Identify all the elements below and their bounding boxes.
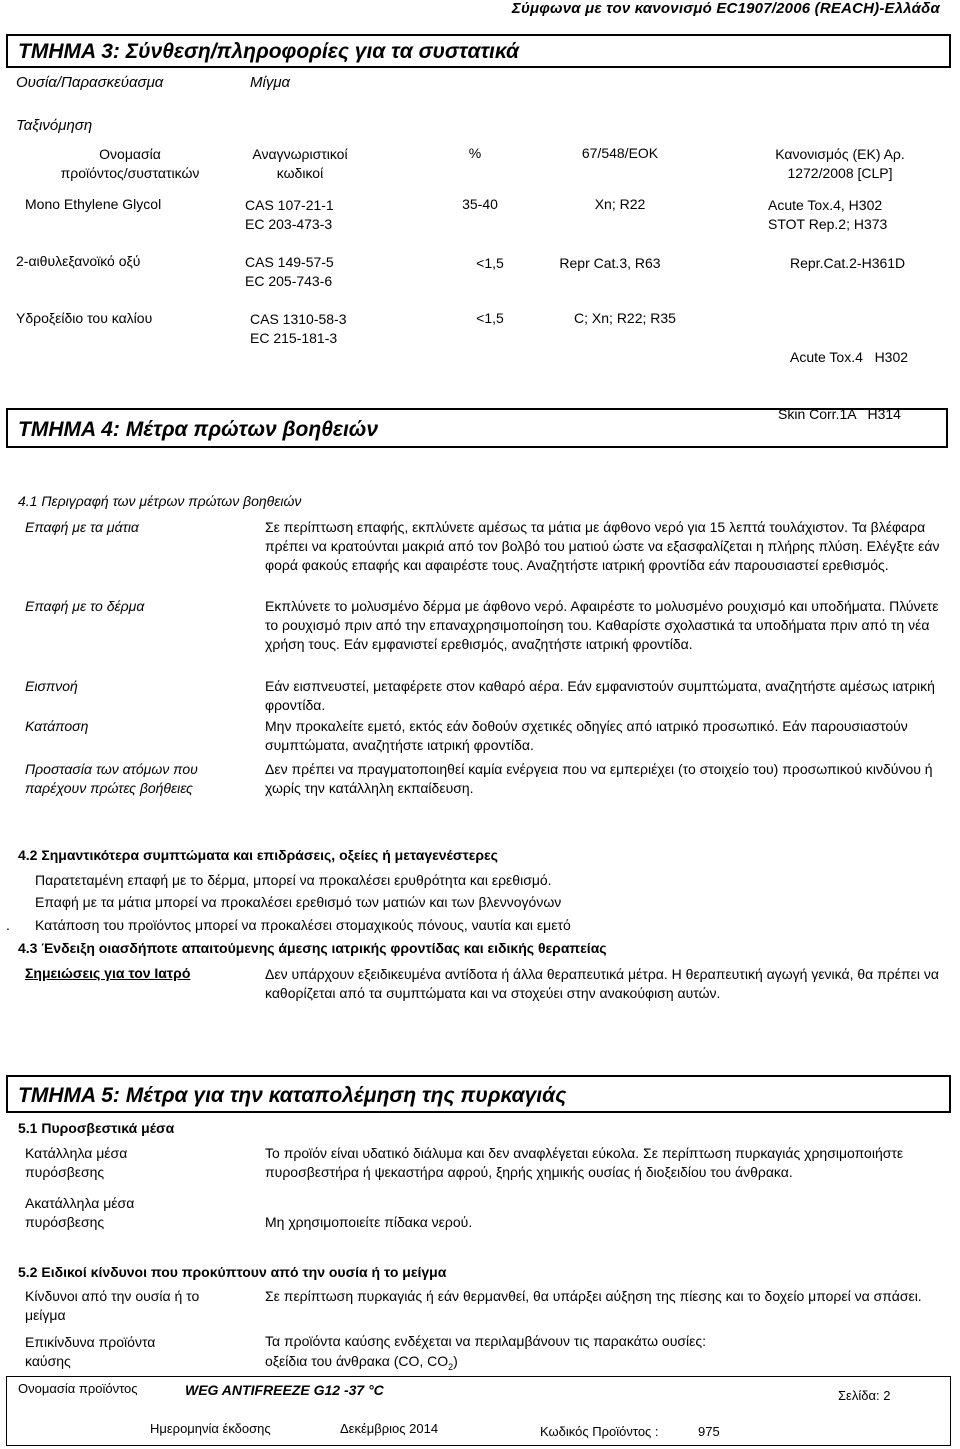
stray-dot: . (6, 917, 10, 933)
row-3-name: Υδροξείδιο του καλίου (16, 310, 153, 326)
ingestion-label: Κατάποση (25, 718, 89, 734)
section-5-2-title: 5.2 Ειδικοί κίνδυνοι που προκύπτουν από την ουσία ή το μείγμα (18, 1264, 447, 1280)
symptom-1: Παρατεταμένη επαφή με το δέρμα, μπορεί να προκαλέσει ερυθρότητα και ερεθισμό. (35, 872, 552, 888)
row-2-ec: EC 205-743-6 (245, 273, 333, 289)
row-3-eec: C; Xn; R22; R35 (574, 310, 676, 326)
substance-value: Μίγμα (250, 74, 291, 91)
row-1-cas: CAS 107-21-1 (245, 197, 334, 213)
col-header-clp-line2: 1272/2008 [CLP] (787, 165, 893, 181)
combustion-subscript: 2 (448, 1361, 454, 1372)
col-header-name-line1: Ονομασία (99, 146, 161, 162)
col-header-name-line2: προϊόντος/συστατικών (60, 165, 200, 181)
row-3-ec: EC 215-181-3 (250, 330, 338, 346)
section-3-title: ΤΜΗΜΑ 3: Σύνθεση/πληροφορίες για τα συστατικά (18, 40, 519, 63)
section-5-title: ΤΜΗΜΑ 5: Μέτρα για την καταπολέμηση της πυρκαγιάς (18, 1084, 567, 1107)
unsuitable-media-text: Μη χρησιμοποιείτε πίδακα νερού. (265, 1214, 473, 1230)
substance-label: Ουσία/Παρασκεύασμα (16, 74, 164, 91)
footer-product-label: Ονομασία προϊόντος (18, 1381, 138, 1396)
unsuitable-media-label: Ακατάλληλα μέσα πυρόσβεσης (25, 1195, 135, 1230)
row-1-name: Mono Ethylene Glycol (25, 196, 162, 212)
row-2-name: 2-αιθυλεξανοϊκό οξύ (16, 253, 141, 269)
col-header-ids (225, 145, 375, 183)
combustion-close: ) (453, 1353, 458, 1369)
symptom-3: Κατάποση του προϊόντος μπορεί να προκαλέσει στομαχικούς πόνους, ναυτία και εμετό (35, 917, 571, 933)
section-5-1-title: 5.1 Πυροσβεστικά μέσα (18, 1120, 175, 1136)
row-3-cas: CAS 1310-58-3 (250, 311, 347, 327)
symptom-2: Επαφή με τα μάτια μπορεί να προκαλέσει ερεθισμό των ματιών και των βλεννογόνων (35, 894, 562, 910)
footer (6, 1376, 951, 1446)
row-2-ids (245, 253, 334, 291)
first-aider-protection-label: Προστασία των ατόμων που παρέχουν πρώτες βοήθειες (25, 761, 198, 796)
col-header-ids-line2: κωδικοί (276, 165, 324, 181)
suitable-media-label: Κατάλληλα μέσα πυρόσβεσης (25, 1145, 128, 1180)
combustion-label: Επικίνδυνα προϊόντα καύσης (25, 1334, 156, 1369)
first-aider-protection-text: Δεν πρέπει να πραγματοποιηθεί καμία ενέργεια που να εμπεριέχει (το στοιχείο του) προσωπικού κινδύνου ή χωρίς την κατάλληλη εκπαίδευση. (265, 761, 933, 796)
col-header-clp (740, 145, 940, 183)
section-4-1-title: 4.1 Περιγραφή των μέτρων πρώτων βοηθειών (18, 493, 302, 509)
skin-contact-label: Επαφή με το δέρμα (25, 598, 145, 614)
row-1-ec: EC 203-473-3 (245, 216, 333, 232)
doctor-notes-label: Σημειώσεις για τον Ιατρό (25, 965, 191, 981)
eye-contact-label: Επαφή με τα μάτια (25, 519, 139, 535)
skin-contact-text: Εκπλύνετε το μολυσμένο δέρμα με άφθονο νερό. Αφαιρέστε το μολυσμένο ρουχισμό και υποδήματα. Πλύνετε το ρουχισμό πριν από την επαναχρησιμοποίηση του. Καθαρίστε σχολαστικά τα υποδήματα πριν από τη νέα χρήση τους. Εάν εμφανιστεί ερεθισμός, αναζητήστε ιατρική φροντίδα. (265, 598, 939, 652)
eye-contact-text: Σε περίπτωση επαφής, εκπλύνετε αμέσως τα μάτια με άφθονο νερό για 15 λεπτά τουλάχιστον. Τα βλέφαρα πρέπει να κρατούνται μακριά από τον βολβό του ματιού ώστε να εξασφαλίζεται η πλήρης πλύση. Ελέγξτε εάν φορά φακούς επαφής και αφαιρέστε τους. Αναζητήστε ιατρική φροντίδα εάν παρουσιαστεί ερεθισμός. (265, 519, 940, 573)
row-2-eec: Repr Cat.3, R63 (559, 255, 661, 271)
row-1-eec: Xn; R22 (594, 196, 646, 212)
col-header-eec: 67/548/EOK (581, 145, 659, 161)
footer-code-label: Κωδικός Προϊόντος : (540, 1424, 659, 1439)
row-1-percent: 35-40 (462, 196, 498, 212)
footer-product-value: WEG ANTIFREEZE G12 -37 °C (185, 1382, 384, 1398)
row-2-cas: CAS 149-57-5 (245, 254, 334, 270)
footer-date-value: Δεκέμβριος 2014 (340, 1421, 439, 1436)
section-4-2-title: 4.2 Σημαντικότερα συμπτώματα και επιδράσεις, οξείες ή μεταγενέστερες (18, 847, 498, 863)
row-3-clp-line1: Acute Tox.4 H302 (790, 349, 909, 365)
section-4-title: ΤΜΗΜΑ 4: Μέτρα πρώτων βοηθειών (18, 418, 378, 441)
row-3-percent: <1,5 (476, 310, 504, 326)
regulation-header: Σύμφωνα με τον κανονισμό EC1907/2006 (REACH)-Ελλάδα (511, 0, 940, 17)
footer-code-value: 975 (698, 1424, 720, 1439)
row-2-percent: <1,5 (476, 255, 504, 271)
row-2-clp: Repr.Cat.2-H361D (790, 255, 906, 271)
combustion-text-1: Τα προϊόντα καύσης ενδέχεται να περιλαμβάνουν τις παρακάτω ουσίες: (265, 1333, 706, 1349)
col-header-percent: % (468, 145, 482, 161)
col-header-ids-line1: Αναγνωριστικοί (252, 146, 348, 162)
row-1-clp-line2: STOT Rep.2; H373 (768, 216, 888, 232)
row-3-ids (250, 310, 347, 348)
col-header-name (30, 145, 230, 183)
footer-date-label: Ημερομηνία έκδοσης (150, 1421, 271, 1436)
section-4-3-title: 4.3 Ένδειξη οιασδήποτε απαιτούμενης άμεσης ιατρικής φροντίδας και ειδικής θεραπείας (18, 940, 607, 956)
col-header-clp-line1: Κανονισμός (ΕΚ) Αρ. (775, 146, 905, 162)
row-1-clp-line1: Acute Tox.4, H302 (768, 197, 883, 213)
inhalation-label: Εισπνοή (25, 678, 78, 694)
doctor-notes-text: Δεν υπάρχουν εξειδικευμένα αντίδοτα ή άλλα θεραπευτικά μέτρα. Η θεραπευτική αγωγή γενικά, θα πρέπει να καθορίζεται από τα συμπτώματα και να στοχεύει στην ανακούφιση αυτών. (265, 966, 939, 1001)
section-3-header (6, 34, 951, 68)
classification-label: Ταξινόμηση (16, 117, 93, 134)
hazard-text: Σε περίπτωση πυρκαγιάς ή εάν θερμανθεί, θα υπάρξει αύξηση της πίεσης και το δοχείο μπορεί να σπάσει. (265, 1288, 922, 1304)
suitable-media-text: Το προϊόν είναι υδατικό διάλυμα και δεν αναφλέγεται εύκολα. Σε περίπτωση πυρκαγιάς χρησιμοποιήστε πυροσβεστήρα ή ψεκαστήρα αφρού, ξηρής χημικής ουσίας ή διοξειδίου του άνθρακα. (265, 1145, 904, 1180)
row-3-clp-line2: Skin Corr.1A H314 (778, 406, 901, 422)
section-5-header (6, 1075, 951, 1113)
combustion-formula: οξείδια του άνθρακα (CO, CO (265, 1353, 449, 1369)
footer-page: Σελίδα: 2 (838, 1388, 891, 1403)
ingestion-text: Μην προκαλείτε εμετό, εκτός εάν δοθούν σχετικές οδηγίες από ιατρικό προσωπικό. Εάν παρουσιαστούν συμπτώματα, αναζητήστε ιατρική φροντίδα. (265, 718, 908, 753)
inhalation-text: Εάν εισπνευστεί, μεταφέρετε στον καθαρό αέρα. Εάν εμφανιστούν συμπτώματα, αναζητήστε αμέσως ιατρική φροντίδα. (265, 678, 935, 713)
hazard-label: Κίνδυνοι από την ουσία ή το μείγμα (25, 1288, 200, 1323)
section-4-header (6, 408, 948, 448)
combustion-text-2 (265, 1353, 458, 1372)
row-1-clp (768, 196, 887, 234)
row-1-ids (245, 196, 334, 234)
